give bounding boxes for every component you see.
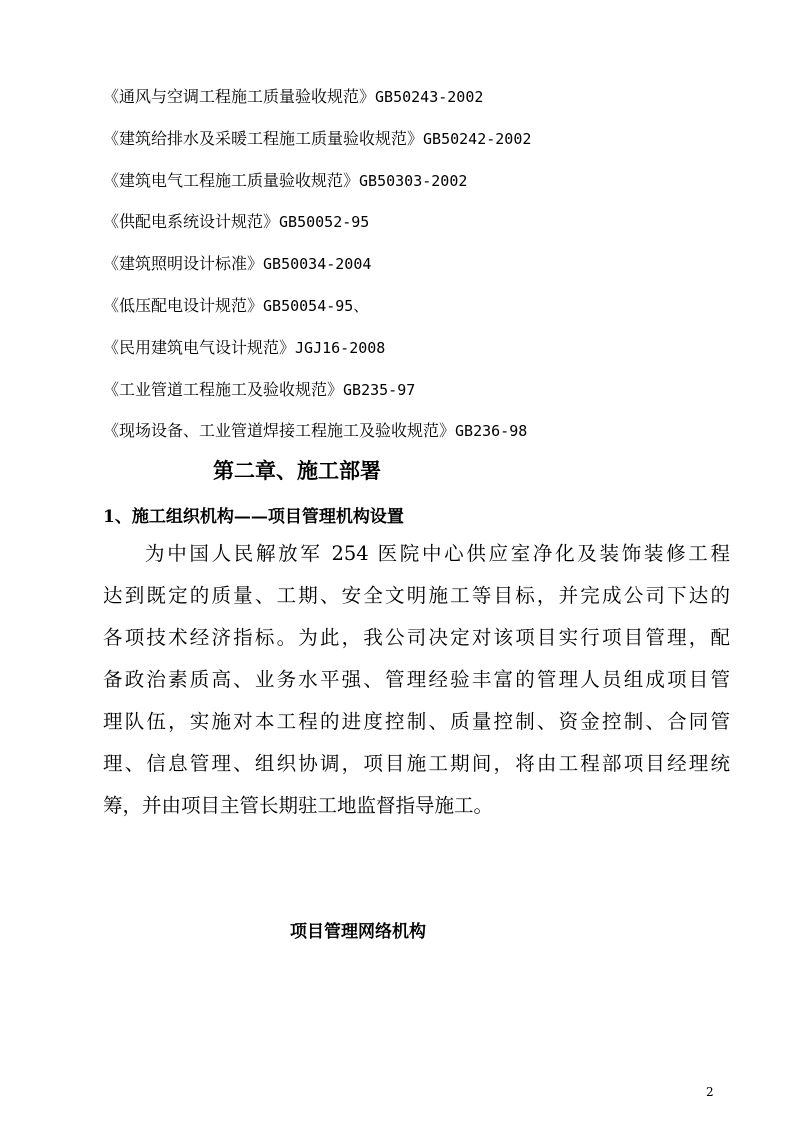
standard-item	[103, 419, 763, 461]
standard-code: GB50303-2002	[359, 171, 468, 190]
standard-code: GB50242-2002	[423, 129, 532, 148]
standard-name: 《建筑电气工程施工质量验收规范》	[103, 170, 360, 190]
paragraph-line: 达到既定的质量、工期、安全文明施工等目标，并完成公司下达的	[103, 584, 730, 607]
standard-name: 《现场设备、工业管道焊接工程施工及验收规范》	[103, 421, 456, 441]
standard-item	[103, 127, 763, 169]
org-chart-heading: 项目管理网络机构	[290, 922, 426, 942]
standard-item	[103, 336, 763, 378]
chapter-title: 第二章、施工部署	[213, 458, 381, 483]
paragraph-line: 理、信息管理、组织协调，项目施工期间，将由工程部项目经理统	[103, 752, 730, 775]
standard-code: GB235-97	[343, 380, 416, 399]
standards-list	[103, 85, 763, 461]
standard-item	[103, 169, 763, 211]
standard-item	[103, 85, 763, 127]
standard-code: GB50243-2002	[375, 88, 484, 106]
standard-code: GB50052-95	[279, 213, 370, 232]
paragraph-line: 为中国人民解放军 254 医院中心供应室净化及装饰装修工程	[145, 542, 730, 565]
paragraph-line: 备政治素质高、业务水平强、管理经验丰富的管理人员组成项目管	[103, 668, 730, 691]
standard-name: 《低压配电设计规范》	[103, 295, 264, 315]
standard-name: 《工业管道工程施工及验收规范》	[103, 379, 344, 399]
standard-code: GB50034-2004	[263, 255, 372, 274]
paragraph-line: 理队伍，实施对本工程的进度控制、质量控制、资金控制、合同管	[103, 710, 730, 733]
paragraph-line: 筹，并由项目主管长期驻工地监督指导施工。	[103, 794, 494, 817]
standard-code: GB50054-95、	[263, 296, 369, 315]
standard-name: 《建筑给排水及采暖工程施工质量验收规范》	[103, 128, 424, 148]
standard-name: 《通风与空调工程施工质量验收规范》	[103, 87, 376, 106]
standard-name: 《建筑照明设计标准》	[103, 254, 264, 274]
page-number: 2	[706, 1085, 714, 1099]
standard-name: 《民用建筑电气设计规范》	[103, 337, 296, 357]
standard-name: 《供配电系统设计规范》	[103, 212, 280, 232]
standard-item	[103, 378, 763, 420]
standard-item	[103, 252, 763, 294]
paragraph-line: 各项技术经济指标。为此，我公司决定对该项目实行项目管理，配	[103, 626, 730, 649]
standard-item	[103, 210, 763, 252]
standard-code: GB236-98	[455, 422, 528, 441]
standard-code: JGJ16-2008	[295, 338, 386, 357]
standard-item	[103, 294, 763, 336]
section-heading: 1、施工组织机构——项目管理机构设置	[103, 507, 404, 527]
